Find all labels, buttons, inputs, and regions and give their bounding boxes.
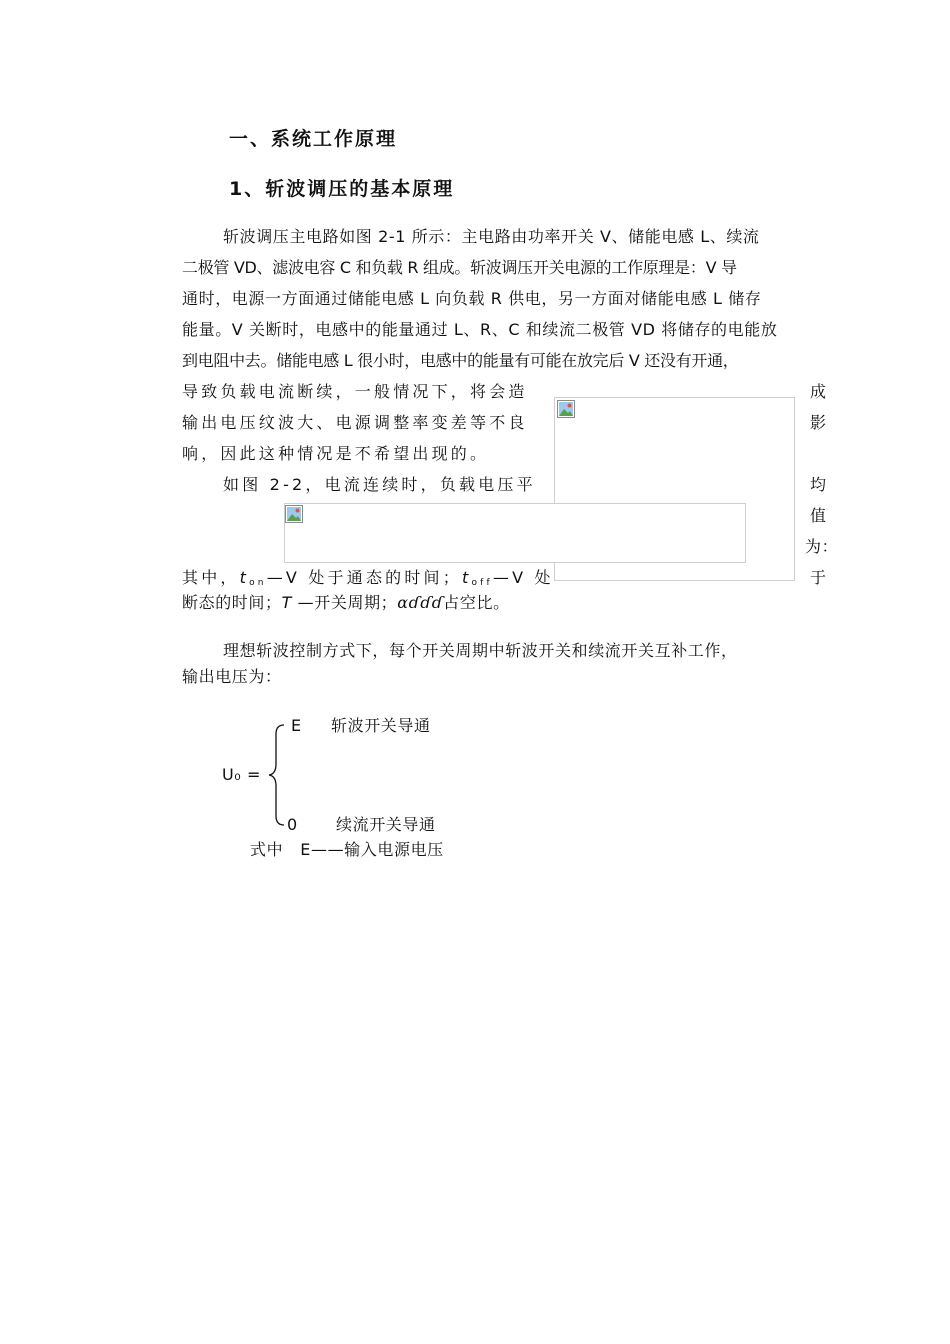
formula-case1-value: E [291, 716, 302, 735]
para1-line1: 斩波调压主电路如图 2-1 所示：主电路由功率开关 V、储能电感 L、续流 [223, 227, 760, 246]
text-segment: —V 处于通态的时间； [266, 568, 462, 587]
t-off-symbol: t [461, 568, 472, 587]
para2-line5 [182, 587, 510, 618]
section-heading: 一、系统工作原理 [229, 128, 398, 150]
para1-line2: 二极管 VD、滤波电容 C 和负载 R 组成。斩波调压开关电源的工作原理是：V 导 [182, 258, 737, 277]
para2-line2-end: 值 [810, 506, 827, 525]
para3-line2: 输出电压为： [182, 667, 282, 686]
para1-line3: 通时，电源一方面通过储能电感 L 向负载 R 供电，另一方面对储能电感 L 储存 [182, 289, 762, 308]
formula-lhs: U₀ = [222, 765, 262, 784]
para1-line6: 导致负载电流断续，一般情况下，将会造 [182, 382, 528, 401]
para3-line1: 理想斩波控制方式下，每个开关周期中斩波开关和续流开关互补工作， [223, 641, 738, 660]
broken-image-icon [557, 400, 575, 418]
period-symbol: T [281, 593, 292, 612]
para2-line1-end: 均 [810, 475, 827, 494]
formula-case2-value: 0 [287, 815, 298, 834]
text-segment: —开关周期； [291, 593, 398, 612]
formula-case2-condition: 续流开关导通 [336, 815, 436, 834]
para2-line3-end: 为： [805, 537, 839, 556]
broken-image-icon [285, 505, 303, 523]
left-brace [266, 722, 288, 828]
para2-line4-end: 于 [810, 568, 827, 587]
text-segment: 其中， [182, 568, 240, 587]
t-on-symbol: t [239, 568, 250, 587]
para1-line6-end: 成 [810, 382, 827, 401]
para2-line1: 如图 2-2，电流连续时，负载电压平 [223, 475, 536, 494]
t-on-subscript: on [249, 578, 267, 588]
para1-line5: 到电阻中去。储能电感 L 很小时，电感中的能量有可能在放完后 V 还没有开通， [182, 351, 739, 370]
text-segment: 占空比。 [443, 593, 510, 612]
para1-line8: 响，因此这种情况是不希望出现的。 [182, 444, 490, 463]
alpha-symbol: ɑɗɗɗ [397, 593, 444, 612]
figure-2-2-image [284, 503, 746, 563]
para1-line4: 能量。V 关断时，电感中的能量通过 L、R、C 和续流二极管 VD 将储存的电能放 [182, 320, 778, 339]
formula-where-note: 式中 E——输入电源电压 [250, 840, 444, 859]
para1-line7: 输出电压纹波大、电源调整率变差等不良 [182, 413, 528, 432]
text-segment: —V 处 [492, 568, 554, 587]
para1-line7-end: 影 [810, 413, 827, 432]
t-off-subscript: off [471, 578, 493, 588]
subsection-heading: 1、斩波调压的基本原理 [229, 178, 455, 200]
text-segment: 断态的时间； [182, 593, 282, 612]
formula-case1-condition: 斩波开关导通 [331, 716, 431, 735]
